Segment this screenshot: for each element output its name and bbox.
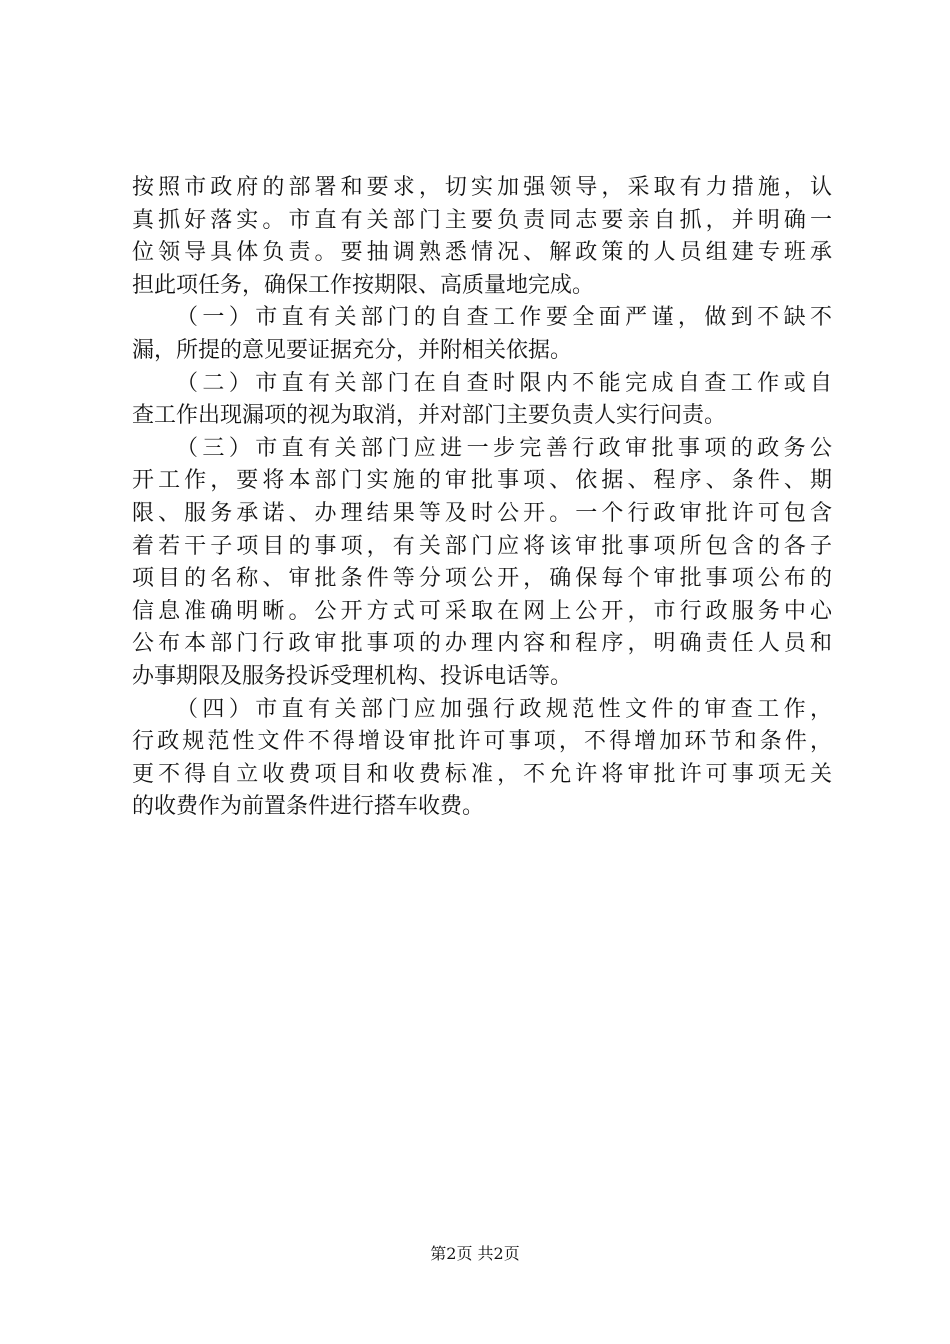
paragraph-2-line-2: 漏，所提的意见要证据充分，并附相关依据。	[132, 337, 573, 363]
paragraph-1-line-4: 担此项任务，确保工作按期限、高质量地完成。	[132, 272, 595, 298]
paragraph-4-line-6: 信息准确明晰。公开方式可采取在网上公开，市行政服务中心	[132, 598, 832, 624]
paragraph-5-line-1: （四）市直有关部门应加强行政规范性文件的审查工作，	[176, 696, 832, 722]
paragraph-4-line-5: 项目的名称、审批条件等分项公开，确保每个审批事项公布的	[132, 566, 832, 592]
page-number-label: 第2页 共2页	[430, 1244, 520, 1263]
paragraph-2-line-1: （一）市直有关部门的自查工作要全面严谨，做到不缺不	[176, 305, 832, 331]
paragraph-5-line-3: 更不得自立收费项目和收费标准，不允许将审批许可事项无关	[132, 761, 832, 787]
paragraph-3-line-1: （二）市直有关部门在自查时限内不能完成自查工作或自	[176, 370, 832, 396]
paragraph-4-line-4: 着若干子项目的事项，有关部门应将该审批事项所包含的各子	[132, 533, 832, 559]
paragraph-1-line-3: 位领导具体负责。要抽调熟悉情况、解政策的人员组建专班承	[132, 240, 832, 266]
paragraph-5-line-4: 的收费作为前置条件进行搭车收费。	[132, 794, 485, 820]
paragraph-1-line-1: 按照市政府的部署和要求，切实加强领导，采取有力措施，认	[132, 175, 832, 200]
paragraph-1-line-2: 真抓好落实。市直有关部门主要负责同志要亲自抓，并明确一	[132, 207, 832, 233]
paragraph-4-line-3: 限、服务承诺、办理结果等及时公开。一个行政审批许可包含	[132, 500, 832, 526]
paragraph-4-line-1: （三）市直有关部门应进一步完善行政审批事项的政务公	[176, 435, 832, 461]
paragraph-4-line-2: 开工作，要将本部门实施的审批事项、依据、程序、条件、期	[132, 468, 832, 494]
page-footer	[0, 1240, 950, 1268]
paragraph-5-line-2: 行政规范性文件不得增设审批许可事项，不得增加环节和条件，	[132, 729, 832, 755]
paragraph-4-line-7: 公布本部门行政审批事项的办理内容和程序，明确责任人员和	[132, 631, 832, 657]
paragraph-3-line-2: 查工作出现漏项的视为取消，并对部门主要负责人实行问责。	[132, 403, 727, 429]
paragraph-4-line-8: 办事期限及服务投诉受理机构、投诉电话等。	[132, 663, 573, 689]
document-body	[132, 172, 832, 824]
